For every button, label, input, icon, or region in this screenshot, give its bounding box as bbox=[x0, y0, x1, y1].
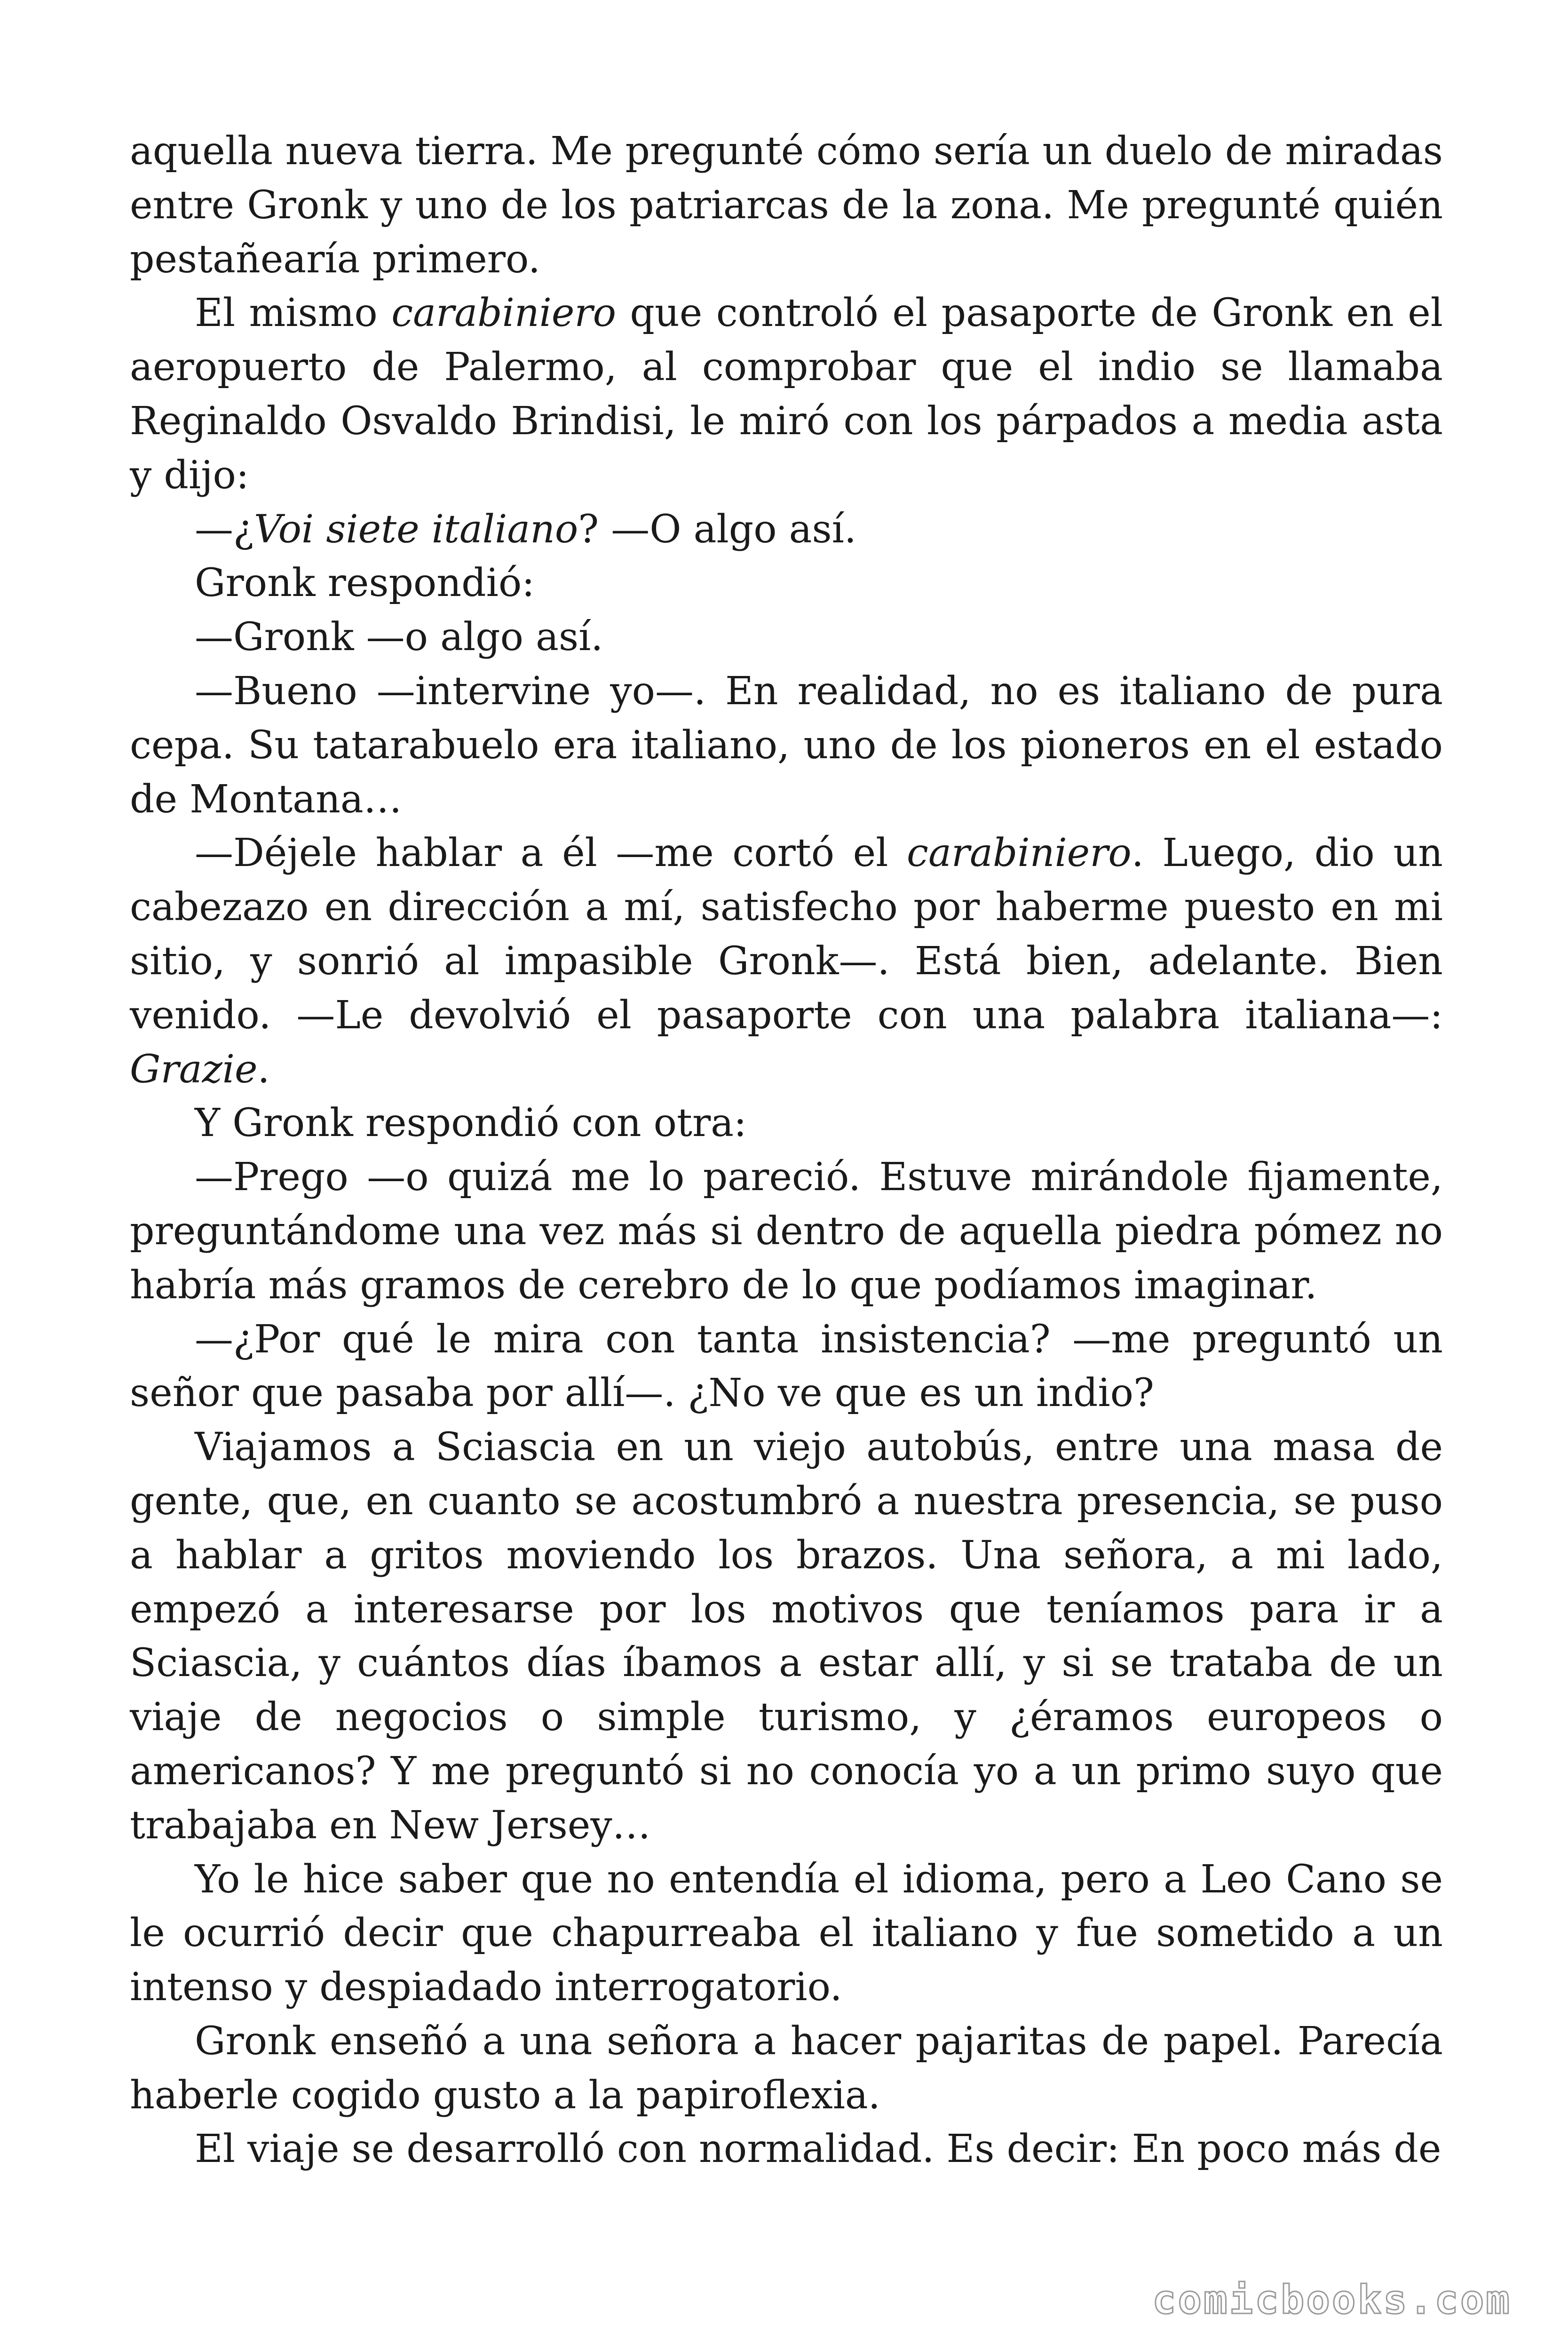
text-run: que controló el pasaporte de Gronk en el aeropuerto de Palermo, al comprobar que el indio se llamaba Reginaldo Osvaldo Brindisi, le miró con los párpados a media asta y dijo: bbox=[130, 291, 1443, 498]
text-run: ? —O algo así. bbox=[578, 507, 856, 552]
paragraph bbox=[130, 1421, 1443, 1852]
italic-text-run: carabiniero bbox=[907, 831, 1132, 876]
paragraph bbox=[130, 665, 1443, 826]
site-watermark: comicbooks.com bbox=[1152, 2277, 1512, 2323]
body-text bbox=[130, 125, 1443, 2177]
text-run: Gronk enseñó a una señora a hacer pajaritas de papel. Parecía haberle cogido gusto a la papiroflexia. bbox=[130, 2018, 1443, 2118]
text-run: . bbox=[257, 1047, 270, 1092]
text-run: —Déjele hablar a él —me cortó el bbox=[195, 831, 907, 876]
text-run: —Prego —o quizá me lo pareció. Estuve mirándole fijamente, preguntándome una vez más si dentro de aquella piedra pómez no habría más gramos de cerebro de lo que podíamos imaginar. bbox=[130, 1155, 1443, 1308]
text-run: —¿Por qué le mira con tanta insistencia? —me preguntó un señor que pasaba por allí—. ¿No ve que es un indio? bbox=[130, 1317, 1443, 1416]
text-run: El mismo bbox=[195, 291, 392, 336]
text-run: aquella nueva tierra. Me pregunté cómo sería un duelo de miradas entre Gronk y uno de los patriarcas de la zona. Me pregunté quién pestañearía primero. bbox=[130, 129, 1443, 282]
paragraph bbox=[130, 286, 1443, 502]
paragraph bbox=[130, 826, 1443, 1097]
text-run: . Luego, dio un cabezazo en dirección a mí, satisfecho por haberme puesto en mi sitio, y sonrió al impasible Gronk—. Está bien, adelante. Bien venido. —Le devolvió el pasaporte con una palabra italiana—: bbox=[130, 831, 1443, 1038]
text-run: Yo le hice saber que no entendía el idioma, pero a Leo Cano se le ocurrió decir que chapurreaba el italiano y fue sometido a un intenso y despiadado interrogatorio. bbox=[130, 1857, 1443, 2010]
text-run: —Gronk —o algo así. bbox=[195, 615, 603, 660]
italic-text-run: Voi siete italiano bbox=[253, 507, 578, 552]
italic-text-run: carabiniero bbox=[391, 291, 616, 336]
paragraph bbox=[130, 2122, 1443, 2177]
paragraph bbox=[130, 125, 1443, 286]
paragraph bbox=[130, 1151, 1443, 1312]
italic-text-run: Grazie bbox=[130, 1047, 258, 1092]
text-run: Y Gronk respondió con otra: bbox=[195, 1101, 747, 1146]
paragraph bbox=[130, 503, 1443, 557]
text-run: —¿ bbox=[195, 507, 254, 552]
paragraph bbox=[130, 556, 1443, 611]
paragraph bbox=[130, 1853, 1443, 2015]
text-run: Gronk respondió: bbox=[195, 561, 535, 606]
text-run: —Bueno —intervine yo—. En realidad, no es italiano de pura cepa. Su tatarabuelo era italiano, uno de los pioneros en el estado de Montana… bbox=[130, 668, 1443, 822]
text-run: Viajamos a Sciascia en un viejo autobús, entre una masa de gente, que, en cuanto se acostumbró a nuestra presencia, se puso a hablar a gritos moviendo los brazos. Una señora, a mi lado, empezó a interesarse por los motivos que teníamos para ir a Sciascia, y cuántos días íbamos a estar allí, y si se trataba de un viaje de negocios o simple turismo, y ¿éramos europeos o americanos? Y me preguntó si no conocía yo a un primo suyo que trabajaba en New Jersey… bbox=[130, 1425, 1443, 1848]
paragraph bbox=[130, 2015, 1443, 2123]
text-run: El viaje se desarrolló con normalidad. Es decir: En poco más de bbox=[195, 2127, 1441, 2172]
paragraph bbox=[130, 1097, 1443, 1151]
paragraph bbox=[130, 611, 1443, 665]
paragraph bbox=[130, 1313, 1443, 1421]
